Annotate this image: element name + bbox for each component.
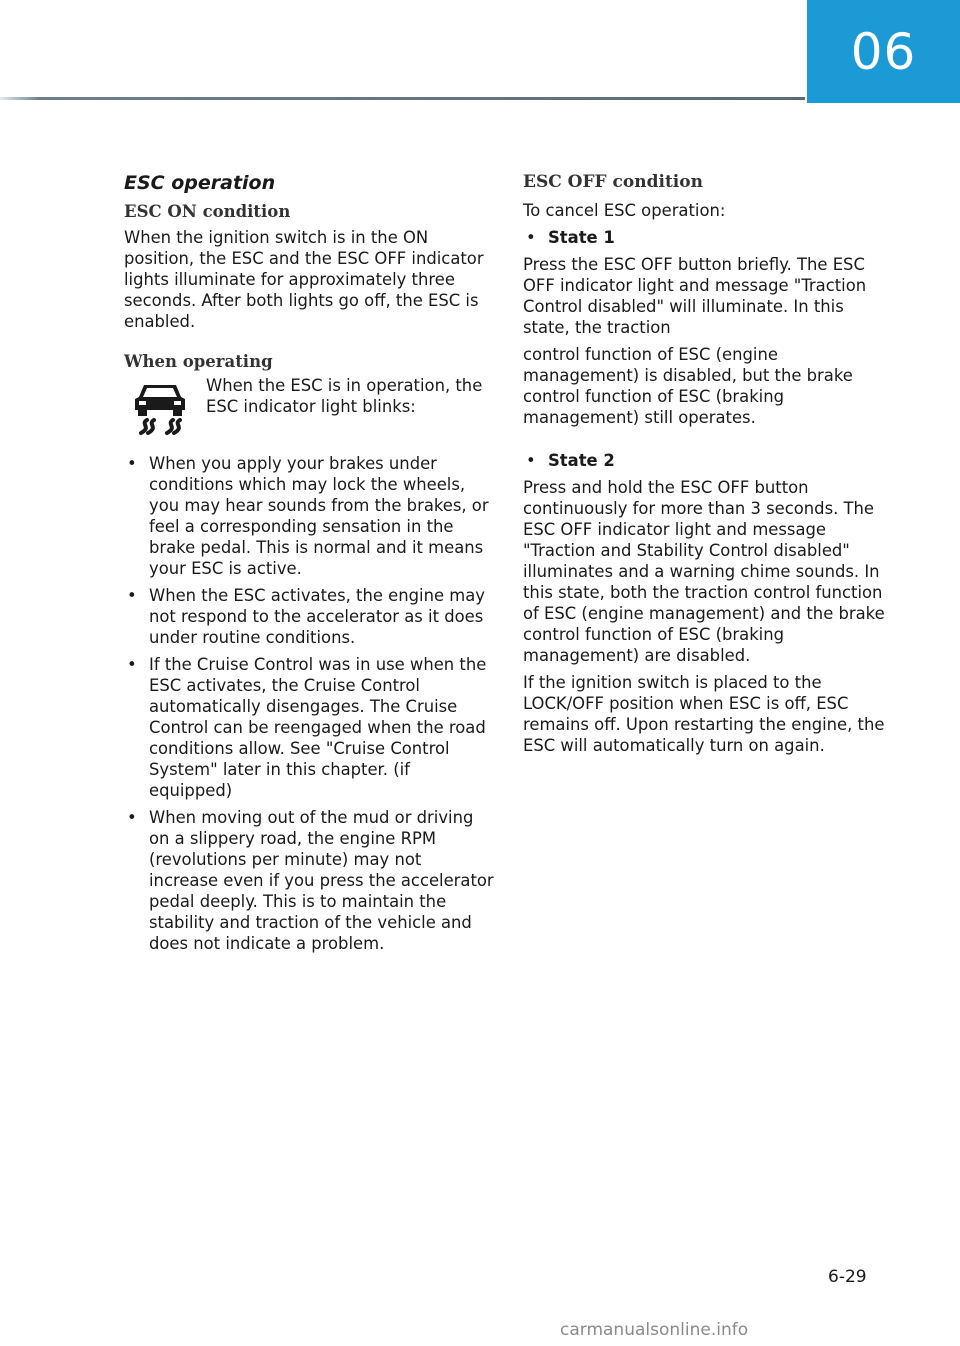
esc-skid-car-icon xyxy=(132,377,188,435)
list-item: • When you apply your brakes under conditions which may lock the wheels, you may hear sounds from the brakes, or feel a corresponding sensation in the brake pedal. This is normal and it means your ESC is active. xyxy=(127,454,489,578)
header-rule xyxy=(0,97,805,100)
when-operating-text: When the ESC is in operation, the ESC indicator light blinks: xyxy=(206,376,483,416)
state-1-text: Press the ESC OFF button briefly. The ESC OFF indicator light and message "Traction Control disabled" will illuminate. In this state, the traction xyxy=(523,255,867,337)
chapter-number: 06 xyxy=(850,22,917,81)
when-operating-title: When operating xyxy=(124,352,273,371)
chapter-tab xyxy=(807,0,960,103)
list-item: • If the Cruise Control was in use when the ESC activates, the Cruise Control automatically disengages. The Cruise Control can be reengaged when the road conditions allow. See "Cruise Control System" later in this chapter. (if equipped) xyxy=(127,655,487,800)
esc-on-text: When the ignition switch is in the ON position, the ESC and the ESC OFF indicator lights illuminate for approximately three seconds. After both lights go off, the ESC is enabled. xyxy=(124,228,484,331)
bullet-icon: • xyxy=(127,454,137,473)
bullet-icon: • xyxy=(127,808,137,827)
operating-bullets xyxy=(124,453,494,954)
state-2-text: Press and hold the ESC OFF button continuously for more than 3 seconds. The ESC OFF indicator light and message "Traction and Stability Control disabled" illuminates and a warning chime sounds. In this state, both the traction control function of ESC (engine management) and the brake control function of ESC (braking management) are disabled. xyxy=(523,478,885,665)
bullet-icon: • xyxy=(526,451,536,470)
esc-on-title: ESC ON condition xyxy=(124,202,291,221)
watermark: carmanualsonline.info xyxy=(560,1320,749,1340)
left-column xyxy=(124,172,494,960)
state-2-label: • State 2 xyxy=(526,451,615,470)
list-item: • When moving out of the mud or driving on a slippery road, the engine RPM (revolutions per minute) may not increase even if you press the accelerator pedal deeply. This is to maintain the stability and traction of the vehicle and does not indicate a problem. xyxy=(127,808,494,953)
list-item: • When the ESC activates, the engine may not respond to the accelerator as it does under routine conditions. xyxy=(127,586,485,647)
state-1-label: • State 1 xyxy=(526,228,615,247)
state-2-text-continued: If the ignition switch is placed to the LOCK/OFF position when ESC is off, ESC remains off. Upon restarting the engine, the ESC will automatically turn on again. xyxy=(523,673,885,755)
operating-block xyxy=(124,375,494,439)
page-number: 6-29 xyxy=(828,1267,867,1287)
state-1-text-continued: control function of ESC (engine management) is disabled, but the brake control function of ESC (braking management) still operates. xyxy=(523,345,853,427)
bullet-icon: • xyxy=(526,228,536,247)
section-title: ESC operation xyxy=(124,172,276,194)
esc-off-title: ESC OFF condition xyxy=(523,172,703,192)
right-column xyxy=(523,172,893,762)
cancel-text: To cancel ESC operation: xyxy=(523,201,726,220)
bullet-icon: • xyxy=(127,586,137,605)
bullet-icon: • xyxy=(127,655,137,674)
